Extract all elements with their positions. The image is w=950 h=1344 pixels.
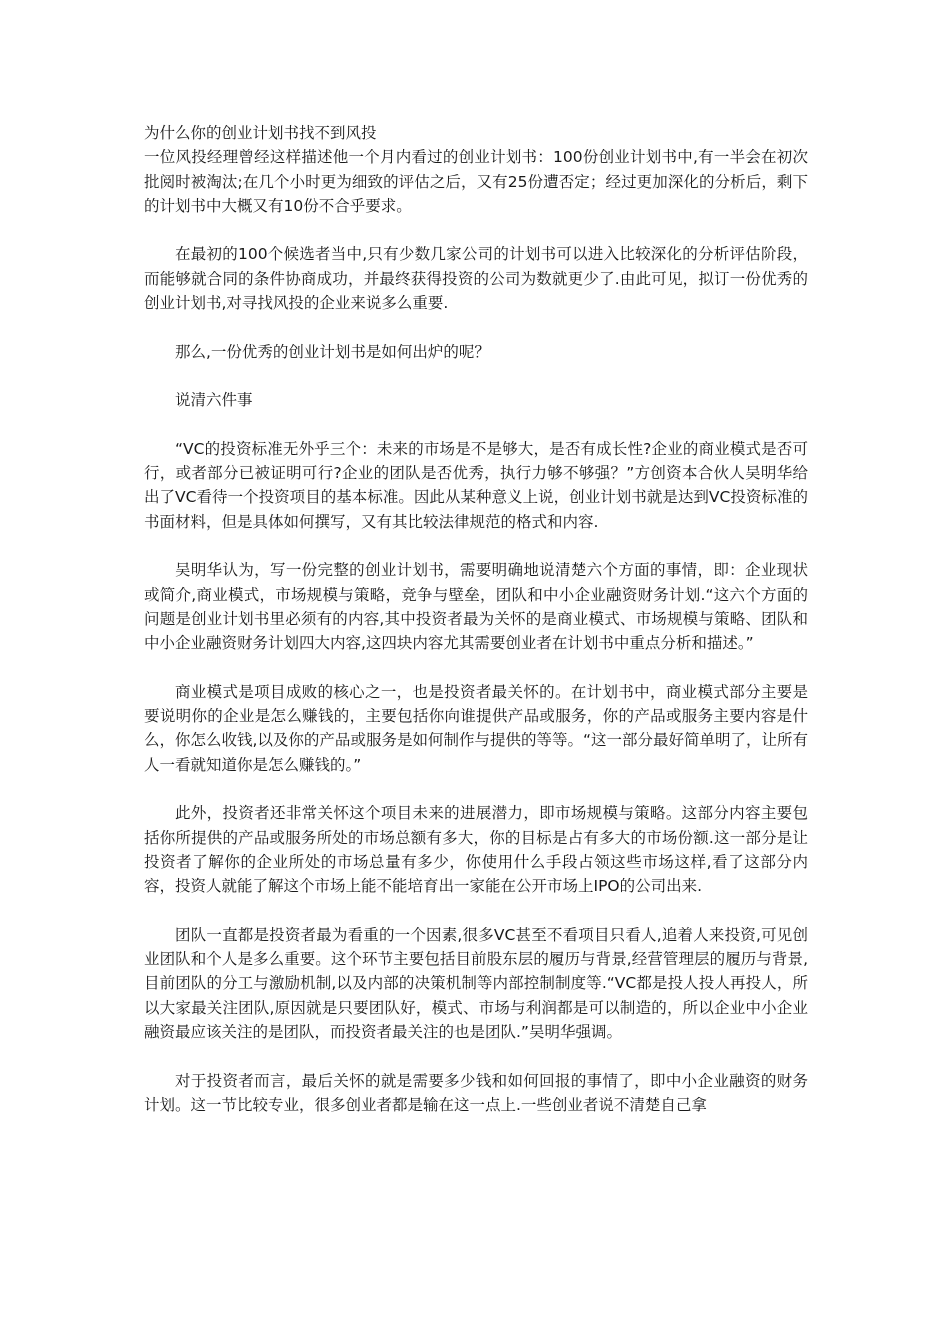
paragraph-market-scale: 此外，投资者还非常关怀这个项目未来的进展潜力，即市场规模与策略。这部分内容主要包括你所提供的产品或服务所处的市场总额有多大，你的目标是占有多大的市场份额.这一部分是让投资者了解你的企业所处的市场总量有多少，你使用什么手段占领这些市场这样,看了这部分内容，投资人就能了解这个市场上能不能培育出一家能在公开市场上IPO的公司出来. bbox=[144, 804, 808, 896]
paragraph-intro: 一位风投经理曾经这样描述他一个月内看过的创业计划书：100份创业计划书中,有一半会在初次批阅时被淘汰;在几个小时更为细致的评估之后，又有25份遭否定；经过更加深化的分析后，剩下的计划书中大概又有10份不合乎要求。 bbox=[144, 148, 808, 215]
paragraph-team: 团队一直都是投资者最为看重的一个因素,很多VC甚至不看项目只看人,追着人来投资,可见创业团队和个人是多么重要。这个环节主要包括目前股东层的履历与背景,经营管理层的履历与背景,目前团队的分工与激励机制,以及内部的决策机制等内部控制制度等.“VC都是投人投人再投人，所以大家最关注团队,原因就是只要团队好，模式、市场与利润都是可以制造的，所以企业中小企业融资最应该关注的是团队，而投资者最关注的也是团队.”吴明华强调。 bbox=[144, 925, 808, 1041]
paragraph-business-model: 商业模式是项目成败的核心之一，也是投资者最关怀的。在计划书中，商业模式部分主要是要说明你的企业是怎么赚钱的，主要包括你向谁提供产品或服务，你的产品或服务主要内容是什么，你怎么收钱,以及你的产品或服务是如何制作与提供的等等。“这一部分最好简单明了，让所有人一看就知道你是怎么赚钱的。” bbox=[144, 682, 808, 774]
section-heading-six-things: 说清六件事 bbox=[175, 391, 253, 410]
document-body bbox=[144, 121, 808, 1141]
document-title: 为什么你的创业计划书找不到风投 bbox=[144, 124, 377, 142]
paragraph-financing: 对于投资者而言，最后关怀的就是需要多少钱和如何回报的事情了，即中小企业融资的财务计划。这一节比较专业，很多创业者都是输在这一点上.一些创业者说不清楚自己拿 bbox=[144, 1071, 808, 1114]
paragraph-vc-standards: “VC的投资标准无外乎三个：未来的市场是不是够大，是否有成长性?企业的商业模式是否可行，或者部分已被证明可行?企业的团队是否优秀，执行力够不够强？”方创资本合伙人吴明华给出了VC看待一个投资项目的基本标准。因此从某种意义上说，创业计划书就是达到VC投资标准的书面材料，但是具体如何撰写，又有其比较法律规范的格式和内容. bbox=[144, 439, 808, 531]
paragraph-six-aspects: 吴明华认为，写一份完整的创业计划书，需要明确地说清楚六个方面的事情，即：企业现状或简介,商业模式，市场规模与策略，竞争与壁垒，团队和中小企业融资财务计划.“这六个方面的问题是创业计划书里必须有的内容,其中投资者最为关怀的是商业模式、市场规模与策略、团队和中小企业融资财务计划四大内容,这四块内容尤其需要创业者在计划书中重点分析和描述。” bbox=[144, 561, 808, 653]
paragraph-candidates: 在最初的100个候选者当中,只有少数几家公司的计划书可以进入比较深化的分析评估阶段，而能够就合同的条件协商成功，并最终获得投资的公司为数就更少了.由此可见，拟订一份优秀的创业计划书,对寻找风投的企业来说多么重要. bbox=[144, 245, 808, 313]
paragraph-question: 那么,一份优秀的创业计划书是如何出炉的呢？ bbox=[175, 342, 490, 361]
